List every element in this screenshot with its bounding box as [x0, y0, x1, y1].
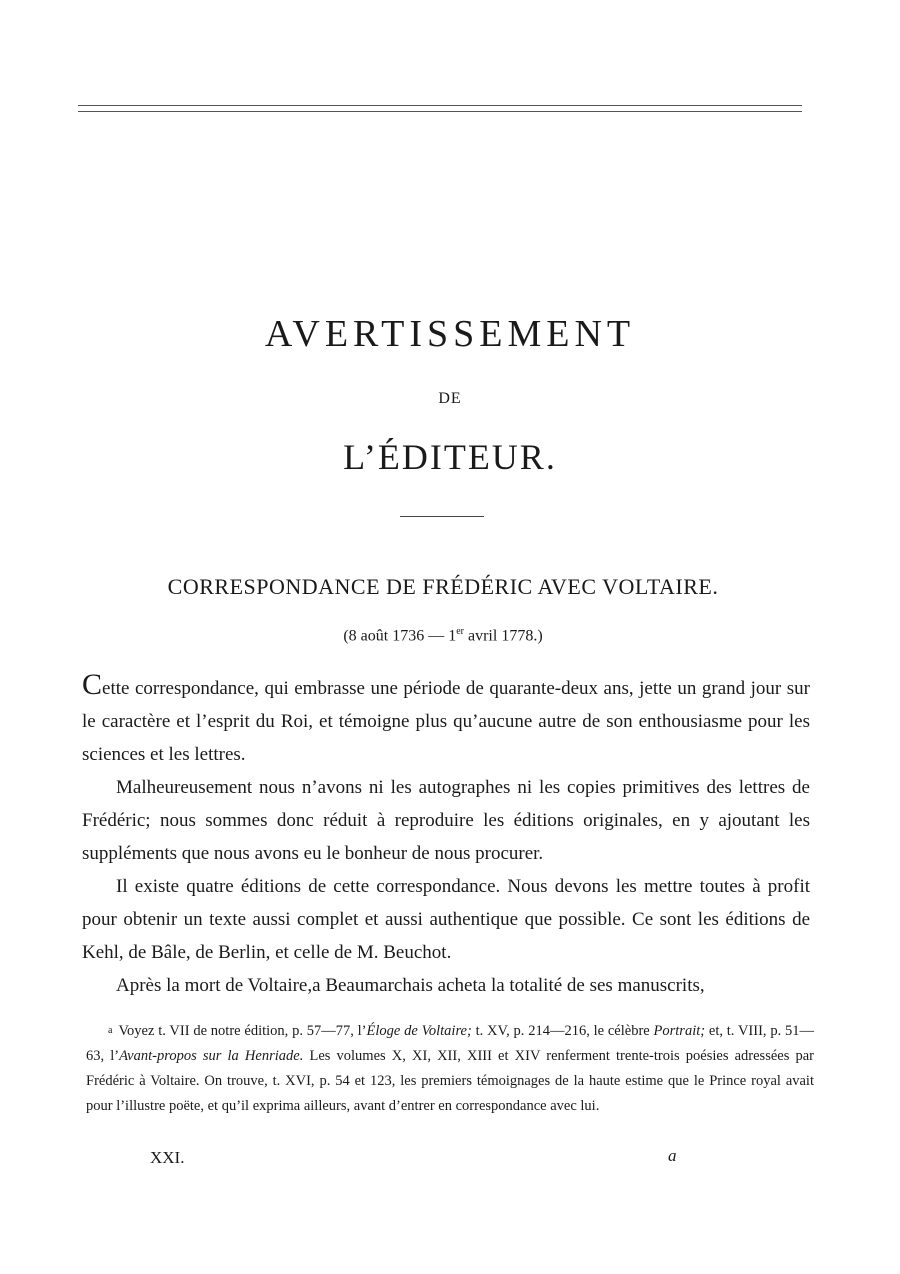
footnote-italic-3: Avant-propos sur la Henriade.: [119, 1048, 304, 1064]
footnote: [86, 1018, 814, 1119]
paragraph-4-end: Beaumarchais acheta la totalité de ses manuscrits,: [320, 975, 705, 996]
footnote-italic-1: Éloge de Voltaire;: [366, 1023, 472, 1039]
drop-cap: C: [82, 668, 103, 701]
footnote-italic-2: Portrait;: [653, 1023, 706, 1039]
paragraph-3: Il existe quatre éditions de cette correspondance. Nous devons les mettre toutes à profit pour obtenir un texte aussi complet et aussi authentique que possible. Ce sont les éditions de Kehl, de Bâle, de Berlin, et celle de M. Beuchot.: [82, 876, 810, 963]
paragraph-4: [82, 969, 810, 1002]
paragraph-4-start: Après la mort de Voltaire,: [116, 975, 313, 996]
title-connector: DE: [438, 390, 462, 407]
dates-start: (8 août 1736 — 1: [343, 627, 457, 645]
gathering-signature: a: [668, 1146, 677, 1165]
footnote-text-3: et, t. VIII, p. 51—63, l’: [86, 1023, 814, 1064]
paragraph-2: Malheureusement nous n’avons ni les autographes ni les copies primitives des lettres de Frédéric; nous sommes donc réduit à reproduire les éditions originales, en y ajoutant les suppléments que nous avons eu le bonheur de nous procurer.: [82, 777, 810, 864]
footnote-reference: a: [312, 975, 321, 996]
footnote-text-4: Les volumes X, XI, XII, XIII et XIV renferment trente-trois poésies adressées par Frédéric à Voltaire. On trouve, t. XVI, p. 54 et 123, les premiers témoignages de la haute estime que le Prince royal avait pour l’illustre poëte, et qu’il exprima ailleurs, avant d’entrer en correspondance avec lui.: [86, 1048, 814, 1114]
body-text: [82, 668, 810, 1002]
footnote-mark: a: [108, 1025, 113, 1036]
short-divider: [400, 516, 484, 517]
paragraph-1: [82, 668, 810, 771]
footnote-text-1: Voyez t. VII de notre édition, p. 57—77, l’: [118, 1023, 367, 1039]
dates-end: avril 1778.): [464, 627, 543, 645]
section-title: CORRESPONDANCE DE FRÉDÉRIC AVEC VOLTAIRE.: [167, 574, 719, 599]
top-double-rule: [78, 105, 802, 112]
footnote-text-2: t. XV, p. 214—216, le célèbre: [471, 1023, 654, 1039]
volume-signature: XXI.: [150, 1148, 185, 1167]
paragraph-1-text: ette correspondance, qui embrasse une période de quarante-deux ans, jette un grand jour sur le caractère et l’esprit du Roi, et témoigne plus qu’aucune autre de son enthousiasme pour les sciences et les lettres.: [82, 678, 810, 765]
page-subtitle: L’ÉDITEUR.: [343, 437, 557, 477]
dates-superscript: er: [456, 626, 464, 637]
section-dates: [0, 626, 886, 645]
page-title: AVERTISSEMENT: [264, 313, 636, 355]
